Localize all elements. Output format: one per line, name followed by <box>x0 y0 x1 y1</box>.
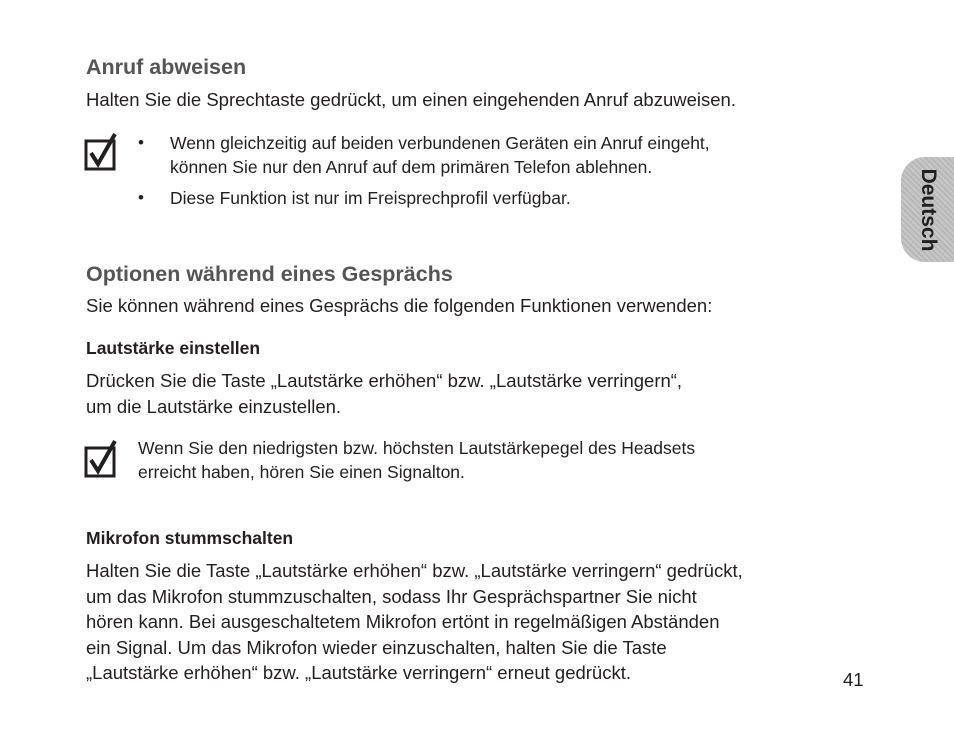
text-optionen: Sie können während eines Gesprächs die folgenden Funktionen verwenden: <box>86 295 713 316</box>
note-bullet-1-line-2: können Sie nur den Anruf auf dem primären Telefon ablehnen. <box>170 157 653 177</box>
heading-lautstaerke: Lautstärke einstellen <box>86 338 261 358</box>
text-anruf-abweisen: Halten Sie die Sprechtaste gedrückt, um einen eingehenden Anruf abzuweisen. <box>86 89 736 110</box>
checkbox-note-icon <box>84 439 120 479</box>
checkbox-note-icon <box>84 132 120 172</box>
note-bullet-2 <box>170 186 571 210</box>
text-mikrofon-line-1: Halten Sie die Taste „Lautstärke erhöhen“ bzw. „Lautstärke verringern“ gedrückt, <box>86 560 743 581</box>
note-bullet-1 <box>170 131 710 179</box>
note-bullet-1-line-1: Wenn gleichzeitig auf beiden verbundenen Geräten ein Anruf eingeht, <box>170 133 710 153</box>
text-mikrofon <box>86 558 743 686</box>
note-lautstaerke-line-1: Wenn Sie den niedrigsten bzw. höchsten Lautstärkepegel des Headsets <box>138 438 696 458</box>
text-mikrofon-line-5: „Lautstärke erhöhen“ bzw. „Lautstärke verringern“ erneut gedrückt. <box>86 662 632 683</box>
bullet-marker: • <box>138 133 144 152</box>
heading-optionen: Optionen während eines Gesprächs <box>86 262 453 286</box>
language-tab <box>901 157 954 262</box>
heading-anruf-abweisen: Anruf abweisen <box>86 55 247 79</box>
text-lautstaerke-line-2: um die Lautstärke einzustellen. <box>86 395 342 417</box>
note-bullet-2-line-1: Diese Funktion ist nur im Freisprechprofil verfügbar. <box>170 188 571 208</box>
note-lautstaerke-line-2: erreicht haben, hören Sie einen Signalton. <box>138 462 465 482</box>
text-mikrofon-line-2: um das Mikrofon stummzuschalten, sodass Ihr Gesprächspartner Sie nicht <box>86 585 697 607</box>
heading-mikrofon: Mikrofon stummschalten <box>86 528 294 548</box>
text-mikrofon-line-4: ein Signal. Um das Mikrofon wieder einzuschalten, halten Sie die Taste <box>86 636 667 658</box>
text-lautstaerke-line-1: Drücken Sie die Taste „Lautstärke erhöhen“ bzw. „Lautstärke verringern“, <box>86 370 683 391</box>
language-tab-label: Deutsch <box>916 168 940 251</box>
page-number: 41 <box>843 669 864 690</box>
note-lautstaerke <box>138 436 695 484</box>
bullet-marker: • <box>138 188 144 207</box>
text-mikrofon-line-3: hören kann. Bei ausgeschaltetem Mikrofon ertönt in regelmäßigen Abständen <box>86 611 720 632</box>
text-lautstaerke <box>86 368 682 419</box>
